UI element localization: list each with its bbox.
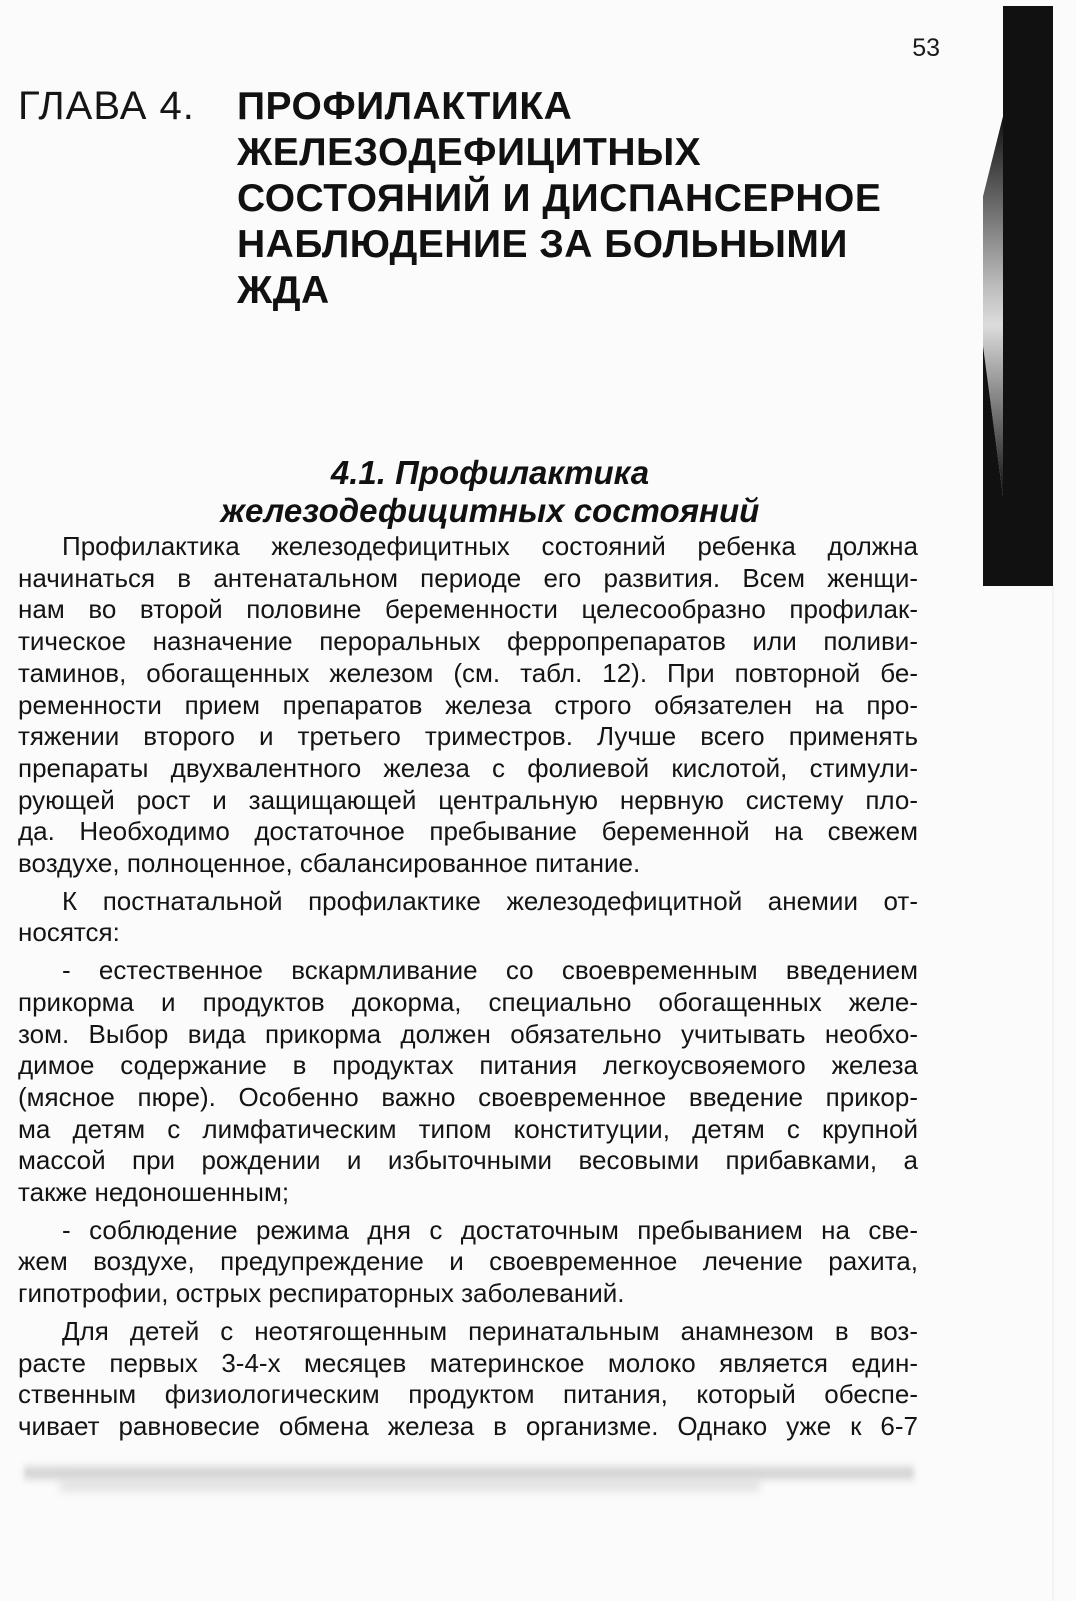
section-heading: [180, 454, 800, 530]
text-line: да. Необходимо достаточное пребывание беременной на свежем: [18, 816, 918, 847]
section-heading-line: железодефицитных состояний: [220, 492, 760, 529]
chapter-title-line: СОСТОЯНИЙ И ДИСПАНСЕРНОЕ: [237, 177, 882, 220]
text-line: таминов, обогащенных железом (см. табл. 12). При повторной бе-: [18, 657, 918, 688]
text-line: - соблюдение режима дня с достаточным пребыванием на све-: [62, 1214, 918, 1245]
text-line: массой при рождении и избыточными весовыми прибавками, а: [18, 1145, 918, 1176]
text-line: зом. Выбор вида прикорма должен обязательно учитывать необхо-: [18, 1018, 918, 1049]
text-line: жем воздухе, предупреждение и своевременное лечение рахита,: [18, 1246, 918, 1277]
text-line: чивает равновесие обмена железа в организме. Однако уже к 6-7: [18, 1410, 918, 1441]
text-line: начинаться в антенатальном периоде его развития. Всем женщи-: [18, 562, 918, 593]
chapter-title: [237, 84, 937, 314]
chapter-title-line: ЖДА: [237, 269, 330, 312]
text-line: Для детей с неотягощенным перинатальным анамнезом в воз-: [62, 1315, 918, 1346]
text-line: Профилактика железодефицитных состояний ребенка должна: [62, 531, 918, 561]
chapter-title-line: ЖЕЛЕЗОДЕФИЦИТНЫХ: [237, 131, 702, 174]
text-line: тяжении второго и третьего триместров. Лучше всего применять: [18, 721, 918, 752]
page-number: 53: [912, 34, 940, 62]
text-line: воздухе, полноценное, сбалансированное питание.: [18, 848, 641, 879]
text-line: (мясное пюре). Особенно важно своевременное введение прикор-: [18, 1081, 918, 1112]
text-line: ственным физиологическим продуктом питания, который обеспе-: [18, 1379, 918, 1410]
text-line: - естественное вскармливание со своевременным введением: [62, 955, 918, 986]
section-heading-line: 4.1. Профилактика: [330, 454, 650, 491]
text-line: препараты двухвалентного железа с фолиевой кислотой, стимули-: [18, 752, 918, 783]
text-line: рующей рост и защищающей центральную нервную систему пло-: [18, 784, 918, 815]
chapter-label: ГЛАВА 4.: [18, 84, 195, 128]
text-line: К постнатальной профилактике железодефицитной анемии от-: [62, 885, 918, 916]
scan-blur-line: [60, 1480, 760, 1492]
text-line: ма детям с лимфатическим типом конституции, детям с крупной: [18, 1113, 918, 1144]
chapter-title-line: НАБЛЮДЕНИЕ ЗА БОЛЬНЫМИ: [237, 223, 848, 266]
page-edge-tab: [983, 6, 1076, 1601]
edge-tab-shape: [983, 6, 1076, 1601]
text-line: расте первых 3-4-х месяцев материнское молоко является един-: [18, 1347, 918, 1378]
text-line: нам во второй половине беременности целесообразно профилак-: [18, 594, 918, 625]
text-line: тическое назначение пероральных ферропрепаратов или поливи-: [18, 626, 918, 657]
text-line: носятся:: [18, 917, 120, 948]
text-line: также недоношенным;: [18, 1177, 290, 1208]
text-line: ременности прием препаратов железа строго обязателен на про-: [18, 689, 918, 720]
chapter-title-line: ПРОФИЛАКТИКА: [237, 85, 573, 128]
text-line: димое содержание в продуктах питания легкоусвояемого железа: [18, 1050, 918, 1081]
text-line: прикорма и продуктов докорма, специально обогащенных желе-: [18, 986, 918, 1017]
body-text: [18, 531, 918, 1443]
text-line: гипотрофии, острых респираторных заболеваний.: [18, 1278, 625, 1309]
